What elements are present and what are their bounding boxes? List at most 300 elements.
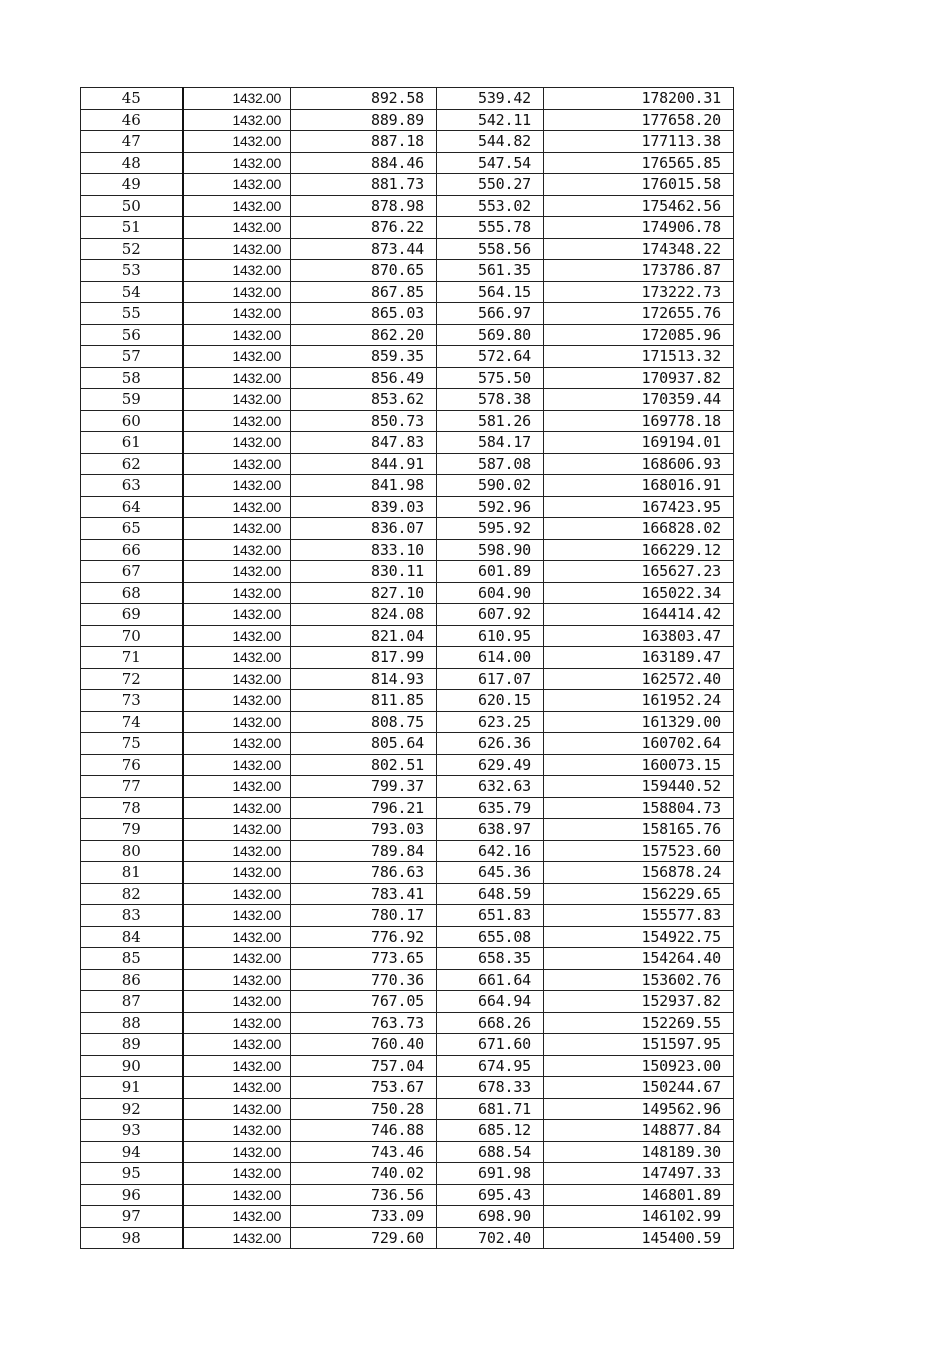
balance-cell: 169194.01 [544, 432, 734, 454]
principal-cell: 558.56 [437, 238, 544, 260]
payment-cell: 1432.00 [183, 367, 291, 389]
payment-cell: 1432.00 [183, 926, 291, 948]
balance-cell: 167423.95 [544, 496, 734, 518]
period-cell: 47 [81, 131, 183, 153]
principal-cell: 607.92 [437, 604, 544, 626]
interest-cell: 814.93 [291, 668, 437, 690]
payment-cell: 1432.00 [183, 840, 291, 862]
payment-cell: 1432.00 [183, 604, 291, 626]
balance-cell: 163803.47 [544, 625, 734, 647]
period-cell: 96 [81, 1184, 183, 1206]
balance-cell: 171513.32 [544, 346, 734, 368]
payment-cell: 1432.00 [183, 561, 291, 583]
balance-cell: 159440.52 [544, 776, 734, 798]
interest-cell: 757.04 [291, 1055, 437, 1077]
interest-cell: 808.75 [291, 711, 437, 733]
payment-cell: 1432.00 [183, 109, 291, 131]
interest-cell: 867.85 [291, 281, 437, 303]
balance-cell: 170359.44 [544, 389, 734, 411]
balance-cell: 166229.12 [544, 539, 734, 561]
period-cell: 86 [81, 969, 183, 991]
table-row [81, 1141, 734, 1163]
balance-cell: 161952.24 [544, 690, 734, 712]
table-row [81, 131, 734, 153]
table-row [81, 496, 734, 518]
balance-cell: 164414.42 [544, 604, 734, 626]
balance-cell: 174348.22 [544, 238, 734, 260]
table-row [81, 238, 734, 260]
principal-cell: 623.25 [437, 711, 544, 733]
payment-cell: 1432.00 [183, 195, 291, 217]
payment-cell: 1432.00 [183, 1098, 291, 1120]
principal-cell: 638.97 [437, 819, 544, 841]
interest-cell: 821.04 [291, 625, 437, 647]
period-cell: 70 [81, 625, 183, 647]
principal-cell: 542.11 [437, 109, 544, 131]
payment-cell: 1432.00 [183, 432, 291, 454]
principal-cell: 592.96 [437, 496, 544, 518]
balance-cell: 176015.58 [544, 174, 734, 196]
period-cell: 73 [81, 690, 183, 712]
period-cell: 45 [81, 88, 183, 110]
interest-cell: 827.10 [291, 582, 437, 604]
principal-cell: 626.36 [437, 733, 544, 755]
interest-cell: 805.64 [291, 733, 437, 755]
interest-cell: 884.46 [291, 152, 437, 174]
principal-cell: 674.95 [437, 1055, 544, 1077]
interest-cell: 850.73 [291, 410, 437, 432]
period-cell: 75 [81, 733, 183, 755]
principal-cell: 550.27 [437, 174, 544, 196]
balance-cell: 173786.87 [544, 260, 734, 282]
interest-cell: 876.22 [291, 217, 437, 239]
payment-cell: 1432.00 [183, 1077, 291, 1099]
principal-cell: 544.82 [437, 131, 544, 153]
period-cell: 92 [81, 1098, 183, 1120]
period-cell: 87 [81, 991, 183, 1013]
payment-cell: 1432.00 [183, 281, 291, 303]
table-row [81, 1227, 734, 1249]
payment-cell: 1432.00 [183, 690, 291, 712]
period-cell: 49 [81, 174, 183, 196]
table-row [81, 948, 734, 970]
payment-cell: 1432.00 [183, 883, 291, 905]
table-row [81, 88, 734, 110]
interest-cell: 811.85 [291, 690, 437, 712]
period-cell: 94 [81, 1141, 183, 1163]
table-row [81, 776, 734, 798]
interest-cell: 889.89 [291, 109, 437, 131]
balance-cell: 161329.00 [544, 711, 734, 733]
principal-cell: 614.00 [437, 647, 544, 669]
table-row [81, 690, 734, 712]
interest-cell: 870.65 [291, 260, 437, 282]
payment-cell: 1432.00 [183, 733, 291, 755]
table-row [81, 303, 734, 325]
table-row [81, 1077, 734, 1099]
period-cell: 98 [81, 1227, 183, 1249]
interest-cell: 753.67 [291, 1077, 437, 1099]
principal-cell: 578.38 [437, 389, 544, 411]
payment-cell: 1432.00 [183, 582, 291, 604]
balance-cell: 157523.60 [544, 840, 734, 862]
balance-cell: 150244.67 [544, 1077, 734, 1099]
period-cell: 74 [81, 711, 183, 733]
principal-cell: 688.54 [437, 1141, 544, 1163]
balance-cell: 168606.93 [544, 453, 734, 475]
interest-cell: 878.98 [291, 195, 437, 217]
payment-cell: 1432.00 [183, 905, 291, 927]
table-row [81, 410, 734, 432]
table-row [81, 174, 734, 196]
balance-cell: 152937.82 [544, 991, 734, 1013]
principal-cell: 655.08 [437, 926, 544, 948]
period-cell: 51 [81, 217, 183, 239]
payment-cell: 1432.00 [183, 668, 291, 690]
table-row [81, 217, 734, 239]
interest-cell: 881.73 [291, 174, 437, 196]
table-row [81, 152, 734, 174]
interest-cell: 767.05 [291, 991, 437, 1013]
principal-cell: 668.26 [437, 1012, 544, 1034]
interest-cell: 783.41 [291, 883, 437, 905]
period-cell: 61 [81, 432, 183, 454]
principal-cell: 629.49 [437, 754, 544, 776]
balance-cell: 166828.02 [544, 518, 734, 540]
table-row [81, 647, 734, 669]
period-cell: 78 [81, 797, 183, 819]
balance-cell: 172655.76 [544, 303, 734, 325]
period-cell: 85 [81, 948, 183, 970]
table-row [81, 926, 734, 948]
balance-cell: 158804.73 [544, 797, 734, 819]
interest-cell: 770.36 [291, 969, 437, 991]
payment-cell: 1432.00 [183, 1227, 291, 1249]
interest-cell: 799.37 [291, 776, 437, 798]
period-cell: 53 [81, 260, 183, 282]
table-row [81, 1163, 734, 1185]
period-cell: 80 [81, 840, 183, 862]
payment-cell: 1432.00 [183, 625, 291, 647]
principal-cell: 678.33 [437, 1077, 544, 1099]
table-row [81, 1098, 734, 1120]
table-row [81, 432, 734, 454]
table-row [81, 969, 734, 991]
payment-cell: 1432.00 [183, 131, 291, 153]
principal-cell: 685.12 [437, 1120, 544, 1142]
principal-cell: 595.92 [437, 518, 544, 540]
table-row [81, 1120, 734, 1142]
balance-cell: 168016.91 [544, 475, 734, 497]
principal-cell: 671.60 [437, 1034, 544, 1056]
payment-cell: 1432.00 [183, 1120, 291, 1142]
payment-cell: 1432.00 [183, 991, 291, 1013]
principal-cell: 569.80 [437, 324, 544, 346]
payment-cell: 1432.00 [183, 819, 291, 841]
payment-cell: 1432.00 [183, 539, 291, 561]
payment-cell: 1432.00 [183, 711, 291, 733]
interest-cell: 740.02 [291, 1163, 437, 1185]
table-row [81, 668, 734, 690]
interest-cell: 853.62 [291, 389, 437, 411]
principal-cell: 648.59 [437, 883, 544, 905]
balance-cell: 178200.31 [544, 88, 734, 110]
period-cell: 62 [81, 453, 183, 475]
principal-cell: 658.35 [437, 948, 544, 970]
principal-cell: 561.35 [437, 260, 544, 282]
payment-cell: 1432.00 [183, 238, 291, 260]
principal-cell: 642.16 [437, 840, 544, 862]
period-cell: 77 [81, 776, 183, 798]
balance-cell: 149562.96 [544, 1098, 734, 1120]
balance-cell: 148189.30 [544, 1141, 734, 1163]
balance-cell: 177113.38 [544, 131, 734, 153]
interest-cell: 729.60 [291, 1227, 437, 1249]
interest-cell: 750.28 [291, 1098, 437, 1120]
period-cell: 83 [81, 905, 183, 927]
payment-cell: 1432.00 [183, 1055, 291, 1077]
principal-cell: 698.90 [437, 1206, 544, 1228]
principal-cell: 664.94 [437, 991, 544, 1013]
principal-cell: 610.95 [437, 625, 544, 647]
interest-cell: 830.11 [291, 561, 437, 583]
period-cell: 93 [81, 1120, 183, 1142]
table-row [81, 475, 734, 497]
table-row [81, 518, 734, 540]
table-row [81, 1206, 734, 1228]
balance-cell: 174906.78 [544, 217, 734, 239]
principal-cell: 635.79 [437, 797, 544, 819]
period-cell: 90 [81, 1055, 183, 1077]
balance-cell: 154922.75 [544, 926, 734, 948]
payment-cell: 1432.00 [183, 1163, 291, 1185]
balance-cell: 156878.24 [544, 862, 734, 884]
period-cell: 84 [81, 926, 183, 948]
table-row [81, 195, 734, 217]
table-row [81, 453, 734, 475]
period-cell: 46 [81, 109, 183, 131]
payment-cell: 1432.00 [183, 1141, 291, 1163]
balance-cell: 154264.40 [544, 948, 734, 970]
principal-cell: 604.90 [437, 582, 544, 604]
balance-cell: 160702.64 [544, 733, 734, 755]
principal-cell: 702.40 [437, 1227, 544, 1249]
payment-cell: 1432.00 [183, 776, 291, 798]
period-cell: 66 [81, 539, 183, 561]
period-cell: 58 [81, 367, 183, 389]
payment-cell: 1432.00 [183, 1184, 291, 1206]
balance-cell: 170937.82 [544, 367, 734, 389]
balance-cell: 169778.18 [544, 410, 734, 432]
principal-cell: 572.64 [437, 346, 544, 368]
table-row [81, 625, 734, 647]
period-cell: 65 [81, 518, 183, 540]
period-cell: 68 [81, 582, 183, 604]
interest-cell: 733.09 [291, 1206, 437, 1228]
payment-cell: 1432.00 [183, 217, 291, 239]
period-cell: 69 [81, 604, 183, 626]
interest-cell: 856.49 [291, 367, 437, 389]
table-row [81, 733, 734, 755]
table-row [81, 991, 734, 1013]
principal-cell: 691.98 [437, 1163, 544, 1185]
table-row [81, 539, 734, 561]
balance-cell: 176565.85 [544, 152, 734, 174]
payment-cell: 1432.00 [183, 88, 291, 110]
balance-cell: 160073.15 [544, 754, 734, 776]
principal-cell: 553.02 [437, 195, 544, 217]
principal-cell: 681.71 [437, 1098, 544, 1120]
period-cell: 63 [81, 475, 183, 497]
table-row [81, 862, 734, 884]
payment-cell: 1432.00 [183, 389, 291, 411]
principal-cell: 632.63 [437, 776, 544, 798]
payment-cell: 1432.00 [183, 260, 291, 282]
interest-cell: 859.35 [291, 346, 437, 368]
period-cell: 82 [81, 883, 183, 905]
balance-cell: 150923.00 [544, 1055, 734, 1077]
table-body [81, 88, 734, 1249]
payment-cell: 1432.00 [183, 797, 291, 819]
payment-cell: 1432.00 [183, 346, 291, 368]
interest-cell: 865.03 [291, 303, 437, 325]
interest-cell: 892.58 [291, 88, 437, 110]
principal-cell: 617.07 [437, 668, 544, 690]
period-cell: 55 [81, 303, 183, 325]
interest-cell: 839.03 [291, 496, 437, 518]
balance-cell: 172085.96 [544, 324, 734, 346]
payment-cell: 1432.00 [183, 453, 291, 475]
payment-cell: 1432.00 [183, 862, 291, 884]
period-cell: 88 [81, 1012, 183, 1034]
balance-cell: 147497.33 [544, 1163, 734, 1185]
interest-cell: 833.10 [291, 539, 437, 561]
payment-cell: 1432.00 [183, 647, 291, 669]
interest-cell: 760.40 [291, 1034, 437, 1056]
principal-cell: 620.15 [437, 690, 544, 712]
interest-cell: 763.73 [291, 1012, 437, 1034]
period-cell: 81 [81, 862, 183, 884]
balance-cell: 146801.89 [544, 1184, 734, 1206]
balance-cell: 158165.76 [544, 819, 734, 841]
table-row [81, 1055, 734, 1077]
table-row [81, 711, 734, 733]
period-cell: 60 [81, 410, 183, 432]
table-row [81, 754, 734, 776]
period-cell: 95 [81, 1163, 183, 1185]
balance-cell: 177658.20 [544, 109, 734, 131]
period-cell: 72 [81, 668, 183, 690]
principal-cell: 661.64 [437, 969, 544, 991]
interest-cell: 841.98 [291, 475, 437, 497]
table-row [81, 1034, 734, 1056]
payment-cell: 1432.00 [183, 152, 291, 174]
period-cell: 56 [81, 324, 183, 346]
payment-cell: 1432.00 [183, 518, 291, 540]
period-cell: 67 [81, 561, 183, 583]
balance-cell: 173222.73 [544, 281, 734, 303]
table-row [81, 260, 734, 282]
balance-cell: 165627.23 [544, 561, 734, 583]
principal-cell: 581.26 [437, 410, 544, 432]
period-cell: 76 [81, 754, 183, 776]
interest-cell: 873.44 [291, 238, 437, 260]
interest-cell: 786.63 [291, 862, 437, 884]
principal-cell: 539.42 [437, 88, 544, 110]
principal-cell: 584.17 [437, 432, 544, 454]
period-cell: 52 [81, 238, 183, 260]
table-row [81, 582, 734, 604]
payment-cell: 1432.00 [183, 948, 291, 970]
payment-cell: 1432.00 [183, 410, 291, 432]
balance-cell: 156229.65 [544, 883, 734, 905]
payment-cell: 1432.00 [183, 303, 291, 325]
period-cell: 48 [81, 152, 183, 174]
table-row [81, 840, 734, 862]
table-row [81, 389, 734, 411]
period-cell: 89 [81, 1034, 183, 1056]
table-row [81, 604, 734, 626]
interest-cell: 824.08 [291, 604, 437, 626]
balance-cell: 175462.56 [544, 195, 734, 217]
balance-cell: 152269.55 [544, 1012, 734, 1034]
interest-cell: 773.65 [291, 948, 437, 970]
interest-cell: 789.84 [291, 840, 437, 862]
interest-cell: 836.07 [291, 518, 437, 540]
period-cell: 79 [81, 819, 183, 841]
table-row [81, 324, 734, 346]
principal-cell: 695.43 [437, 1184, 544, 1206]
table-row [81, 883, 734, 905]
balance-cell: 151597.95 [544, 1034, 734, 1056]
interest-cell: 847.83 [291, 432, 437, 454]
table-row [81, 109, 734, 131]
period-cell: 54 [81, 281, 183, 303]
principal-cell: 566.97 [437, 303, 544, 325]
principal-cell: 555.78 [437, 217, 544, 239]
payment-cell: 1432.00 [183, 1034, 291, 1056]
principal-cell: 598.90 [437, 539, 544, 561]
balance-cell: 145400.59 [544, 1227, 734, 1249]
period-cell: 57 [81, 346, 183, 368]
interest-cell: 746.88 [291, 1120, 437, 1142]
table-row [81, 1012, 734, 1034]
interest-cell: 802.51 [291, 754, 437, 776]
table-row [81, 797, 734, 819]
principal-cell: 587.08 [437, 453, 544, 475]
principal-cell: 645.36 [437, 862, 544, 884]
interest-cell: 793.03 [291, 819, 437, 841]
payment-cell: 1432.00 [183, 174, 291, 196]
interest-cell: 817.99 [291, 647, 437, 669]
period-cell: 97 [81, 1206, 183, 1228]
table-row [81, 819, 734, 841]
payment-cell: 1432.00 [183, 475, 291, 497]
period-cell: 64 [81, 496, 183, 518]
interest-cell: 844.91 [291, 453, 437, 475]
table-row [81, 367, 734, 389]
payment-cell: 1432.00 [183, 969, 291, 991]
interest-cell: 780.17 [291, 905, 437, 927]
balance-cell: 155577.83 [544, 905, 734, 927]
payment-cell: 1432.00 [183, 754, 291, 776]
payment-cell: 1432.00 [183, 496, 291, 518]
interest-cell: 736.56 [291, 1184, 437, 1206]
balance-cell: 165022.34 [544, 582, 734, 604]
table-row [81, 561, 734, 583]
balance-cell: 162572.40 [544, 668, 734, 690]
period-cell: 59 [81, 389, 183, 411]
